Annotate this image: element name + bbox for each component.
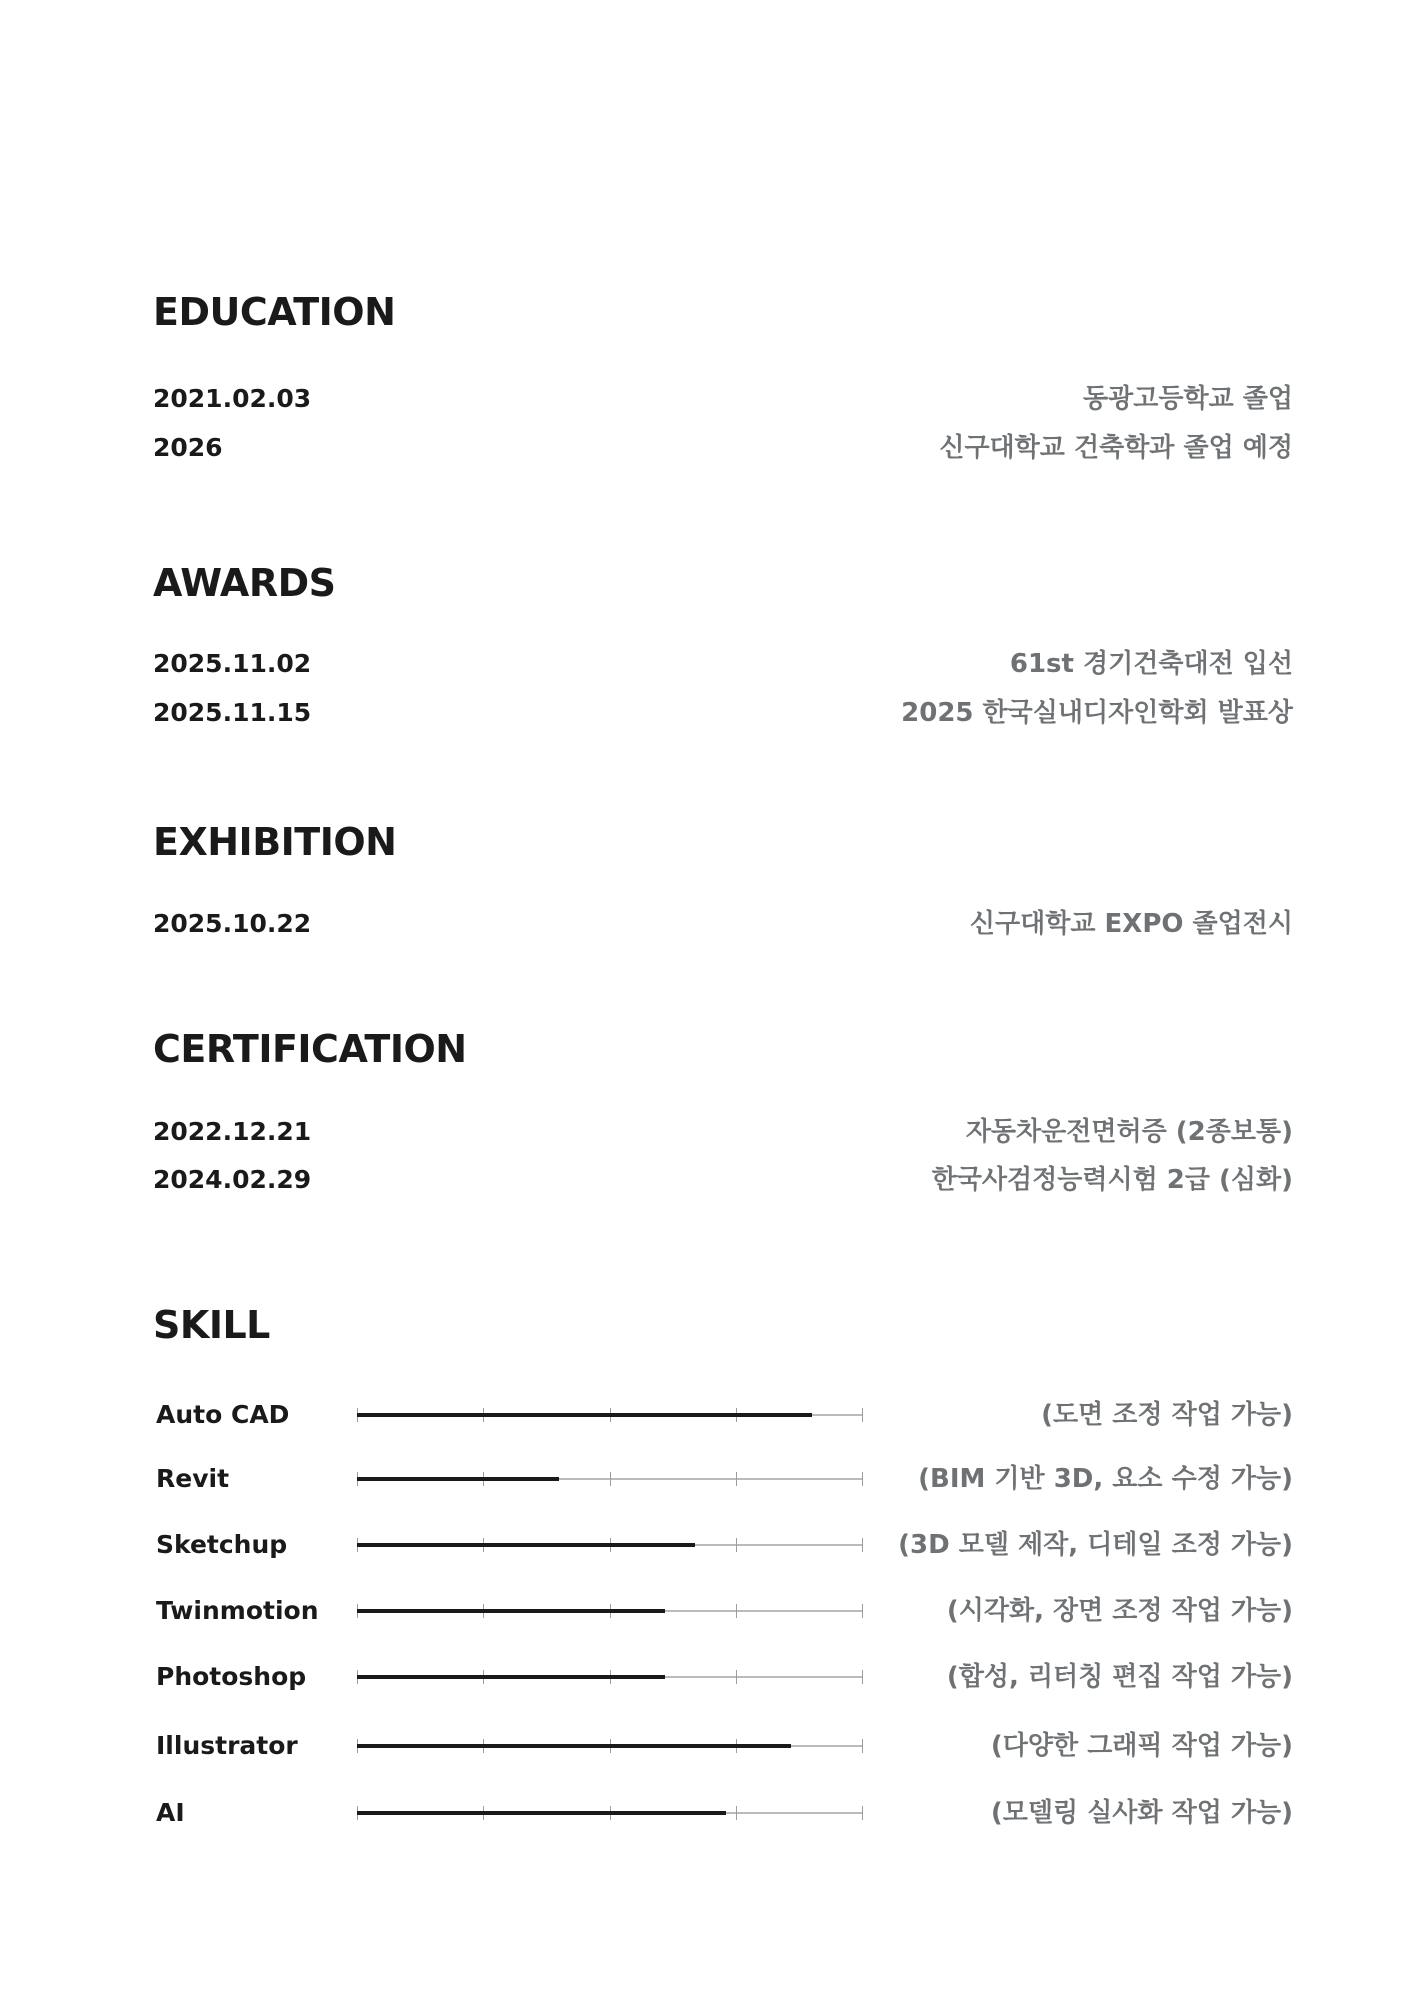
skill-name: AI bbox=[156, 1798, 185, 1827]
skill-bar-tick bbox=[610, 1472, 611, 1486]
skill-level-bar bbox=[357, 1812, 862, 1814]
certification-item bbox=[153, 1160, 1293, 1200]
education-desc: 동광고등학교 졸업 bbox=[1083, 384, 1293, 414]
exhibition-item bbox=[153, 904, 1293, 944]
certification-desc: 한국사검정능력시험 2급 (심화) bbox=[931, 1165, 1293, 1195]
certification-desc: 자동차운전면허증 (2종보통) bbox=[965, 1117, 1293, 1147]
skill-name: Illustrator bbox=[156, 1731, 298, 1760]
skill-level-bar bbox=[357, 1414, 862, 1416]
skill-row bbox=[153, 1724, 1293, 1768]
certification-heading: CERTIFICATION bbox=[153, 1027, 467, 1071]
skill-bar-tick bbox=[862, 1670, 863, 1684]
education-date: 2026 bbox=[153, 433, 223, 462]
exhibition-heading: EXHIBITION bbox=[153, 820, 397, 864]
education-desc: 신구대학교 건축학과 졸업 예정 bbox=[939, 433, 1293, 463]
skill-level-fill bbox=[357, 1477, 559, 1481]
education-item bbox=[153, 379, 1293, 419]
skill-heading: SKILL bbox=[153, 1303, 270, 1347]
education-item bbox=[153, 428, 1293, 468]
skill-bar-tick bbox=[736, 1604, 737, 1618]
certification-item bbox=[153, 1112, 1293, 1152]
skill-note: (도면 조정 작업 가능) bbox=[1041, 1400, 1293, 1430]
education-heading: EDUCATION bbox=[153, 290, 396, 334]
skill-note: (시각화, 장면 조정 작업 가능) bbox=[946, 1596, 1293, 1626]
skill-note: (합성, 리터칭 편집 작업 가능) bbox=[946, 1662, 1293, 1692]
exhibition-desc: 신구대학교 EXPO 졸업전시 bbox=[969, 909, 1293, 939]
skill-level-bar bbox=[357, 1544, 862, 1546]
skill-name: Auto CAD bbox=[156, 1400, 290, 1429]
skill-name: Revit bbox=[156, 1464, 230, 1493]
skill-level-bar bbox=[357, 1610, 862, 1612]
award-item bbox=[153, 693, 1293, 733]
skill-bar-tick bbox=[736, 1472, 737, 1486]
award-date: 2025.11.02 bbox=[153, 649, 312, 678]
skill-bar-tick bbox=[862, 1408, 863, 1422]
skill-note: (3D 모델 제작, 디테일 조정 가능) bbox=[898, 1530, 1293, 1560]
skill-name: Photoshop bbox=[156, 1662, 307, 1691]
skill-note: (BIM 기반 3D, 요소 수정 가능) bbox=[918, 1464, 1293, 1494]
skill-name: Twinmotion bbox=[156, 1596, 319, 1625]
skill-row bbox=[153, 1791, 1293, 1835]
skill-row bbox=[153, 1523, 1293, 1567]
skill-level-fill bbox=[357, 1811, 726, 1815]
skill-bar-tick bbox=[736, 1806, 737, 1820]
skill-row bbox=[153, 1655, 1293, 1699]
skill-level-fill bbox=[357, 1609, 665, 1613]
award-desc: 2025 한국실내디자인학회 발표상 bbox=[901, 698, 1293, 728]
skill-row bbox=[153, 1393, 1293, 1437]
award-desc: 61st 경기건축대전 입선 bbox=[1009, 649, 1293, 679]
skill-level-bar bbox=[357, 1745, 862, 1747]
certification-date: 2022.12.21 bbox=[153, 1117, 312, 1146]
skill-level-fill bbox=[357, 1413, 812, 1417]
awards-heading: AWARDS bbox=[153, 561, 336, 605]
skill-bar-tick bbox=[736, 1670, 737, 1684]
skill-row bbox=[153, 1589, 1293, 1633]
skill-bar-tick bbox=[862, 1806, 863, 1820]
exhibition-date: 2025.10.22 bbox=[153, 909, 312, 938]
skill-bar-tick bbox=[736, 1538, 737, 1552]
skill-level-fill bbox=[357, 1675, 665, 1679]
skill-bar-tick bbox=[862, 1538, 863, 1552]
skill-level-fill bbox=[357, 1543, 695, 1547]
skill-name: Sketchup bbox=[156, 1530, 288, 1559]
skill-level-fill bbox=[357, 1744, 791, 1748]
skill-note: (모델링 실사화 작업 가능) bbox=[990, 1798, 1293, 1828]
skill-row bbox=[153, 1457, 1293, 1501]
skill-level-bar bbox=[357, 1676, 862, 1678]
certification-date: 2024.02.29 bbox=[153, 1165, 312, 1194]
skill-bar-tick bbox=[862, 1472, 863, 1486]
skill-bar-tick bbox=[862, 1604, 863, 1618]
education-date: 2021.02.03 bbox=[153, 384, 312, 413]
skill-bar-tick bbox=[862, 1739, 863, 1753]
skill-level-bar bbox=[357, 1478, 862, 1480]
skill-note: (다양한 그래픽 작업 가능) bbox=[990, 1731, 1293, 1761]
award-item bbox=[153, 644, 1293, 684]
award-date: 2025.11.15 bbox=[153, 698, 312, 727]
